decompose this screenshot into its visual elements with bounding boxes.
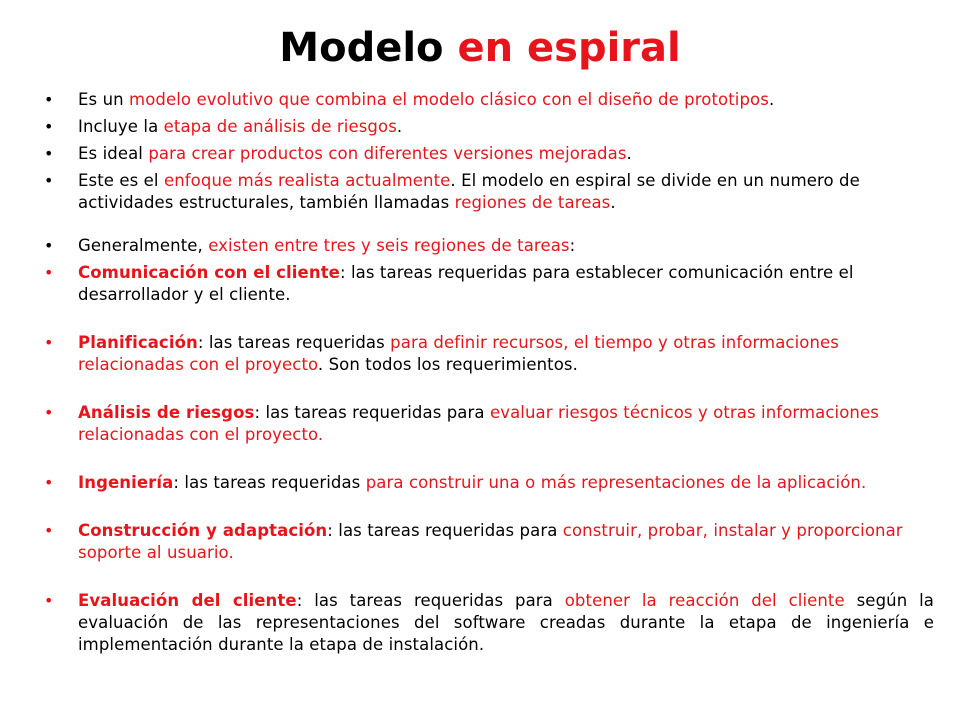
bullet-text: : las tareas requeridas para establecer comunicación entre el desarrollador y el cliente.: [78, 263, 854, 304]
bullet-dot-icon: •: [44, 333, 54, 352]
bullet-text: . Son todos los requerimientos.: [317, 355, 578, 374]
bullet-item-construccion: [44, 520, 934, 564]
bullet-item-modelo-evolutivo: [44, 89, 934, 111]
bullet-item-analisis: [44, 402, 934, 446]
bullet-item-enfoque-realista: [44, 170, 934, 214]
bullet-item-es-ideal: [44, 143, 934, 165]
bullet-text: Es ideal: [78, 144, 149, 163]
bullet-highlight: existen entre tres y seis regiones de tareas: [208, 236, 570, 255]
bullet-text: según la evaluación de las representaciones del software creadas durante la etapa de ingeniería e implementación durante la etapa de instalación.: [78, 591, 934, 654]
bullet-text: :: [569, 236, 576, 255]
bullet-text: Incluye la: [78, 117, 164, 136]
bullet-item-planificacion: [44, 332, 934, 376]
bullet-text: : las tareas requeridas para: [254, 403, 490, 422]
bullet-highlight: construir, probar, instalar y proporcionar soporte al usuario.: [78, 521, 903, 562]
bullet-highlight: etapa de análisis de riesgos: [163, 117, 397, 136]
bullet-dot-icon: •: [44, 144, 54, 163]
bullet-highlight: para construir una o más representaciones de la aplicación.: [365, 473, 867, 492]
bullet-text: : las tareas requeridas para: [327, 521, 563, 540]
bullet-item-evaluacion: [44, 590, 934, 656]
bullet-dot-icon: •: [44, 90, 54, 109]
bullet-term: Comunicación con el cliente: [78, 263, 340, 282]
bullet-text: : las tareas requeridas para: [296, 591, 565, 610]
bullet-highlight: para definir recursos, el tiempo y otras informaciones relacionadas con el proyecto: [78, 333, 839, 374]
bullet-highlight: para crear productos con diferentes versiones mejoradas: [148, 144, 627, 163]
bullet-term: Construcción y adaptación: [78, 521, 328, 540]
bullet-highlight: regiones de tareas: [454, 193, 611, 212]
bullet-term: Planificación: [78, 333, 198, 352]
bullet-highlight: modelo evolutivo que combina el modelo clásico con el diseño de prototipos: [129, 90, 769, 109]
bullet-dot-icon: •: [44, 236, 54, 255]
bullet-list: [44, 89, 934, 656]
bullet-dot-icon: •: [44, 263, 54, 282]
bullet-dot-icon: •: [44, 591, 54, 610]
bullet-term: Ingeniería: [78, 473, 174, 492]
bullet-highlight: obtener la reacción del cliente: [564, 591, 845, 610]
bullet-highlight: enfoque más realista actualmente: [163, 171, 451, 190]
bullet-text: Es un: [78, 90, 130, 109]
bullet-dot-icon: •: [44, 171, 54, 190]
bullet-text: Este es el: [78, 171, 164, 190]
bullet-dot-icon: •: [44, 473, 54, 492]
slide-title-main: Modelo: [279, 25, 444, 71]
bullet-dot-icon: •: [44, 521, 54, 540]
bullet-item-generalmente: [44, 235, 934, 257]
bullet-term: Evaluación del cliente: [78, 591, 297, 610]
bullet-text: .: [610, 193, 616, 212]
bullet-text: Generalmente,: [78, 236, 209, 255]
bullet-text: .: [768, 90, 775, 109]
bullet-dot-icon: •: [44, 117, 54, 136]
slide-title: [0, 22, 960, 74]
bullet-highlight: evaluar riesgos técnicos y otras informaciones relacionadas con el proyecto.: [78, 403, 879, 444]
bullet-term: Análisis de riesgos: [78, 403, 255, 422]
bullet-text: : las tareas requeridas: [197, 333, 391, 352]
bullet-text: : las tareas requeridas: [173, 473, 366, 492]
slide-title-accent: en espiral: [457, 25, 681, 71]
bullet-dot-icon: •: [44, 403, 54, 422]
bullet-item-analisis-riesgos: [44, 116, 934, 138]
bullet-text: . El modelo en espiral se divide en un numero de actividades estructurales, también llamadas: [78, 171, 860, 212]
bullet-item-ingenieria: [44, 472, 934, 494]
bullet-text: .: [626, 144, 632, 163]
bullet-item-comunicacion: [44, 262, 934, 306]
bullet-text: .: [396, 117, 403, 136]
